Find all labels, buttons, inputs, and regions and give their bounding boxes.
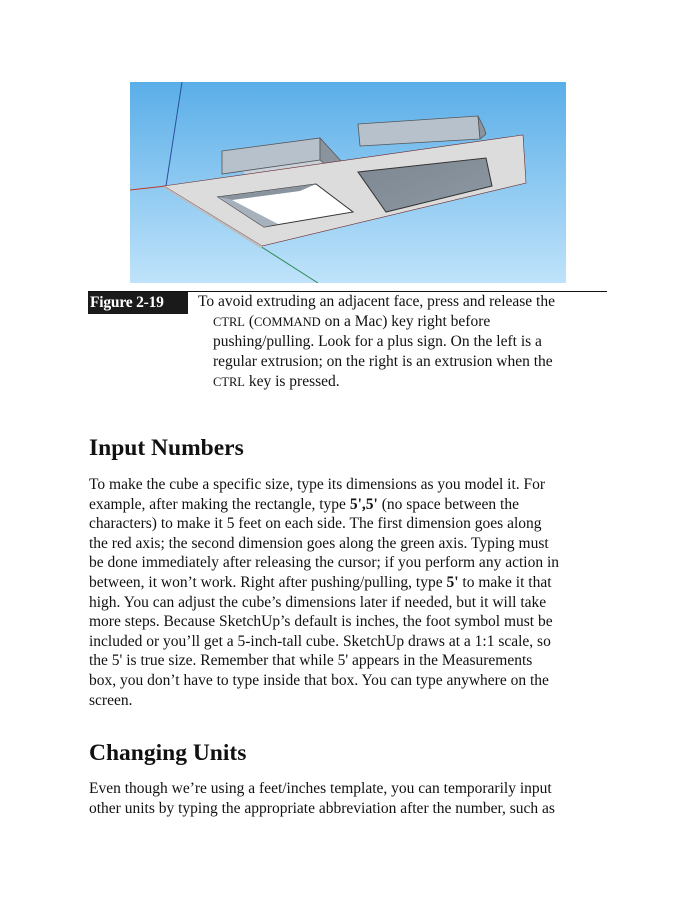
paragraph-line (89, 573, 611, 593)
paragraph-line (89, 495, 611, 515)
paragraph-line (89, 671, 611, 691)
figure-label: Figure 2-19 (88, 292, 188, 314)
line-text: (no space between the (377, 495, 519, 513)
line-text: characters) to make it 5 feet on each side. The first dimension goes along (89, 515, 542, 533)
paragraph-line (89, 799, 611, 819)
paragraph-line (89, 475, 611, 495)
line-text: included or you’ll get a 5-inch-tall cube. SketchUp draws at a 1:1 scale, so (89, 632, 551, 650)
caption-line: pushing/pulling. Look for a plus sign. On the left is a (213, 333, 542, 350)
line-text: screen. (89, 691, 133, 709)
line-text: To make the cube a specific size, type its dimensions as you model it. For (89, 476, 546, 493)
paragraph-line (89, 514, 611, 534)
line-text: the 5' is true size. Remember that while 5' appears in the Measurements (89, 652, 533, 670)
line-text: between, it won’t work. Right after pushing/pulling, type (89, 573, 447, 591)
section-heading-input-numbers: Input Numbers (89, 435, 244, 461)
paragraph-line (89, 612, 611, 632)
section-paragraph (89, 475, 611, 710)
bold-value: 5',5' (349, 495, 378, 513)
command-key-label: COMMAND (254, 315, 321, 329)
caption-line: regular extrusion; on the right is an extrusion when the (213, 353, 553, 370)
caption-text: key is pressed. (244, 373, 340, 390)
line-text: the red axis; the second dimension goes along the green axis. Typing must (89, 534, 549, 552)
figure-image (130, 82, 566, 283)
caption-line (198, 372, 608, 392)
paragraph-line (89, 593, 611, 613)
line-text: other units by typing the appropriate abbreviation after the number, such as (89, 799, 555, 817)
section-heading-changing-units: Changing Units (89, 740, 247, 766)
line-text: high. You can adjust the cube’s dimensions later if needed, but it will take (89, 593, 547, 611)
line-text: example, after making the rectangle, type (89, 495, 350, 513)
ctrl-key-label: CTRL (213, 375, 245, 389)
paragraph-line (89, 632, 611, 652)
paragraph-line (89, 691, 611, 711)
line-text: Even though we’re using a feet/inches template, you can temporarily input (89, 780, 552, 797)
ctrl-key-label: CTRL (213, 315, 245, 329)
sketchup-extrusion-illustration (130, 82, 566, 283)
line-text: box, you don’t have to type inside that box. You can type anywhere on the (89, 671, 549, 689)
caption-line: CTRL (COMMAND on a Mac) key right before (213, 313, 491, 330)
line-text: more steps. Because SketchUp’s default is inches, the foot symbol must be (89, 613, 553, 631)
paragraph-line (89, 779, 611, 799)
line-text: be done immediately after releasing the cursor; if you perform any action in (89, 554, 559, 572)
line-text: to make it that (458, 573, 552, 591)
section-paragraph (89, 779, 611, 818)
caption-text: on a Mac) key right before (320, 313, 491, 330)
paragraph-line (89, 534, 611, 554)
paragraph-line (89, 553, 611, 573)
bold-value: 5' (446, 573, 459, 591)
figure-caption (198, 292, 608, 392)
paragraph-line (89, 651, 611, 671)
caption-line: To avoid extruding an adjacent face, press and release the (198, 293, 555, 310)
